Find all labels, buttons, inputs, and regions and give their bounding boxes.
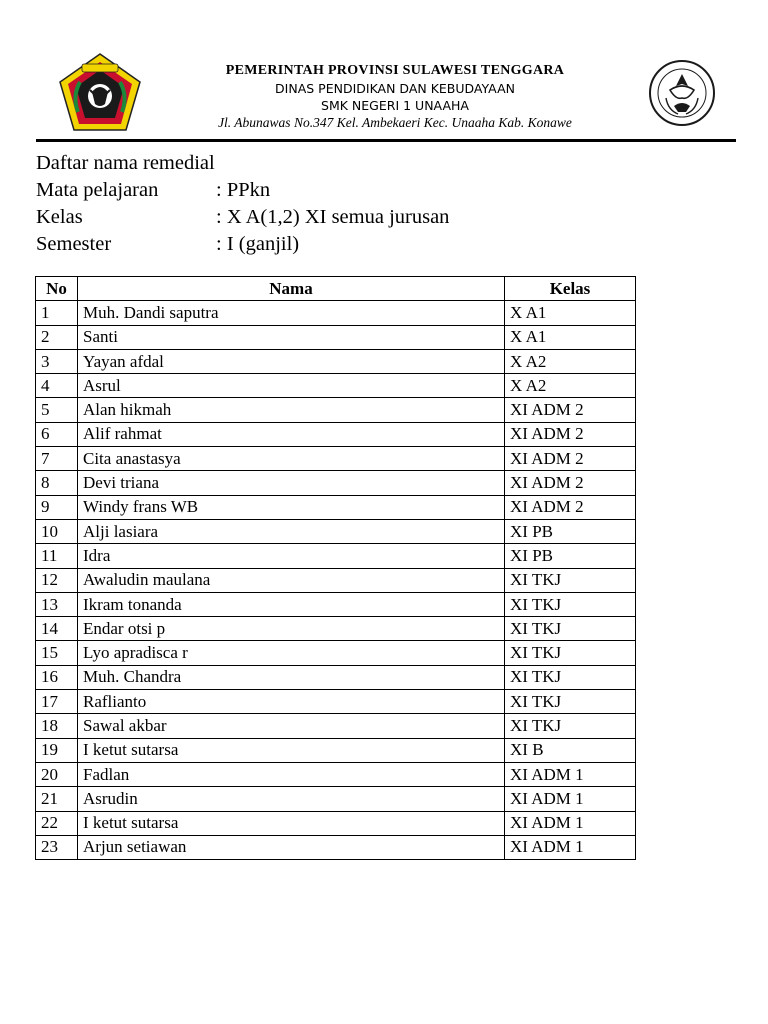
school-address: Jl. Abunawas No.347 Kel. Ambekaeri Kec. Unaaha Kab. Konawe xyxy=(218,115,572,130)
info-value: : X A(1,2) XI semua jurusan xyxy=(216,206,450,228)
cell-no: 22 xyxy=(36,811,78,835)
info-value: : I (ganjil) xyxy=(216,233,300,255)
cell-no: 17 xyxy=(36,690,78,714)
cell-kelas: XI TKJ xyxy=(505,665,636,689)
cell-no: 5 xyxy=(36,398,78,422)
cell-nama: Windy frans WB xyxy=(78,495,505,519)
cell-kelas: XI ADM 1 xyxy=(505,762,636,786)
column-header-no: No xyxy=(36,277,78,301)
cell-nama: Asrudin xyxy=(78,787,505,811)
cell-no: 4 xyxy=(36,374,78,398)
cell-kelas: XI ADM 1 xyxy=(505,811,636,835)
table-row xyxy=(36,592,636,616)
cell-nama: Alan hikmah xyxy=(78,398,505,422)
table-row xyxy=(36,495,636,519)
document-info xyxy=(36,150,449,258)
cell-no: 15 xyxy=(36,641,78,665)
info-label: Mata pelajaran xyxy=(36,179,159,201)
table-header-row xyxy=(36,277,636,301)
info-label: Semester xyxy=(36,233,112,255)
cell-kelas: XI ADM 2 xyxy=(505,398,636,422)
cell-kelas: XI ADM 2 xyxy=(505,422,636,446)
cell-no: 7 xyxy=(36,447,78,471)
cell-no: 16 xyxy=(36,665,78,689)
table-row xyxy=(36,471,636,495)
cell-kelas: XI TKJ xyxy=(505,568,636,592)
table-row xyxy=(36,519,636,543)
cell-nama: Muh. Chandra xyxy=(78,665,505,689)
cell-nama: Ikram tonanda xyxy=(78,592,505,616)
cell-kelas: X A1 xyxy=(505,325,636,349)
cell-kelas: X A1 xyxy=(505,301,636,325)
cell-kelas: X A2 xyxy=(505,374,636,398)
cell-kelas: XI TKJ xyxy=(505,641,636,665)
school-name: SMK NEGERI 1 UNAAHA xyxy=(321,98,469,113)
table-row xyxy=(36,738,636,762)
cell-nama: I ketut sutarsa xyxy=(78,738,505,762)
cell-no: 23 xyxy=(36,835,78,859)
cell-kelas: XI ADM 2 xyxy=(505,447,636,471)
cell-no: 11 xyxy=(36,544,78,568)
cell-nama: Alif rahmat xyxy=(78,422,505,446)
cell-no: 8 xyxy=(36,471,78,495)
cell-nama: Raflianto xyxy=(78,690,505,714)
table-row xyxy=(36,762,636,786)
table-row xyxy=(36,811,636,835)
cell-nama: Fadlan xyxy=(78,762,505,786)
cell-no: 10 xyxy=(36,519,78,543)
table-row xyxy=(36,398,636,422)
cell-nama: Santi xyxy=(78,325,505,349)
info-row-semester xyxy=(36,231,449,258)
cell-kelas: XI ADM 2 xyxy=(505,471,636,495)
cell-kelas: XI TKJ xyxy=(505,592,636,616)
cell-kelas: XI B xyxy=(505,738,636,762)
info-row-class xyxy=(36,204,449,231)
table-row xyxy=(36,568,636,592)
cell-no: 2 xyxy=(36,325,78,349)
cell-no: 20 xyxy=(36,762,78,786)
table-row xyxy=(36,617,636,641)
cell-no: 1 xyxy=(36,301,78,325)
info-label: Kelas xyxy=(36,206,83,228)
cell-nama: Cita anastasya xyxy=(78,447,505,471)
cell-kelas: XI ADM 1 xyxy=(505,835,636,859)
cell-kelas: XI TKJ xyxy=(505,690,636,714)
table-row xyxy=(36,665,636,689)
letterhead-text xyxy=(150,62,640,132)
cell-no: 3 xyxy=(36,349,78,373)
table-row xyxy=(36,787,636,811)
cell-nama: Lyo apradisca r xyxy=(78,641,505,665)
cell-no: 9 xyxy=(36,495,78,519)
department-name: DINAS PENDIDIKAN DAN KEBUDAYAAN xyxy=(275,81,515,96)
government-name: PEMERINTAH PROVINSI SULAWESI TENGGARA xyxy=(225,63,565,78)
info-row-subject xyxy=(36,177,449,204)
cell-nama: Awaludin maulana xyxy=(78,568,505,592)
cell-no: 6 xyxy=(36,422,78,446)
table-row xyxy=(36,301,636,325)
column-header-nama: Nama xyxy=(78,277,505,301)
cell-kelas: XI PB xyxy=(505,544,636,568)
remedial-student-table xyxy=(35,276,636,860)
cell-kelas: XI ADM 2 xyxy=(505,495,636,519)
cell-kelas: XI TKJ xyxy=(505,714,636,738)
cell-nama: I ketut sutarsa xyxy=(78,811,505,835)
cell-nama: Arjun setiawan xyxy=(78,835,505,859)
table-row xyxy=(36,544,636,568)
letterhead-divider xyxy=(36,139,736,142)
cell-no: 12 xyxy=(36,568,78,592)
cell-nama: Idra xyxy=(78,544,505,568)
table-row xyxy=(36,641,636,665)
cell-no: 19 xyxy=(36,738,78,762)
cell-no: 21 xyxy=(36,787,78,811)
cell-kelas: XI PB xyxy=(505,519,636,543)
document-title: Daftar nama remedial xyxy=(36,152,215,174)
table-row xyxy=(36,374,636,398)
table-row xyxy=(36,422,636,446)
cell-nama: Endar otsi p xyxy=(78,617,505,641)
provincial-emblem-icon xyxy=(58,52,142,132)
table-row xyxy=(36,690,636,714)
table-row xyxy=(36,325,636,349)
letterhead xyxy=(0,0,768,145)
cell-nama: Alji lasiara xyxy=(78,519,505,543)
cell-nama: Muh. Dandi saputra xyxy=(78,301,505,325)
cell-kelas: X A2 xyxy=(505,349,636,373)
cell-kelas: XI ADM 1 xyxy=(505,787,636,811)
tut-wuri-handayani-icon xyxy=(648,56,716,130)
cell-kelas: XI TKJ xyxy=(505,617,636,641)
cell-no: 13 xyxy=(36,592,78,616)
table-row xyxy=(36,835,636,859)
cell-nama: Devi triana xyxy=(78,471,505,495)
info-value: : PPkn xyxy=(216,179,271,201)
cell-nama: Yayan afdal xyxy=(78,349,505,373)
cell-no: 18 xyxy=(36,714,78,738)
table-row xyxy=(36,447,636,471)
cell-nama: Asrul xyxy=(78,374,505,398)
table-row xyxy=(36,349,636,373)
column-header-kelas: Kelas xyxy=(505,277,636,301)
cell-no: 14 xyxy=(36,617,78,641)
table-row xyxy=(36,714,636,738)
cell-nama: Sawal akbar xyxy=(78,714,505,738)
